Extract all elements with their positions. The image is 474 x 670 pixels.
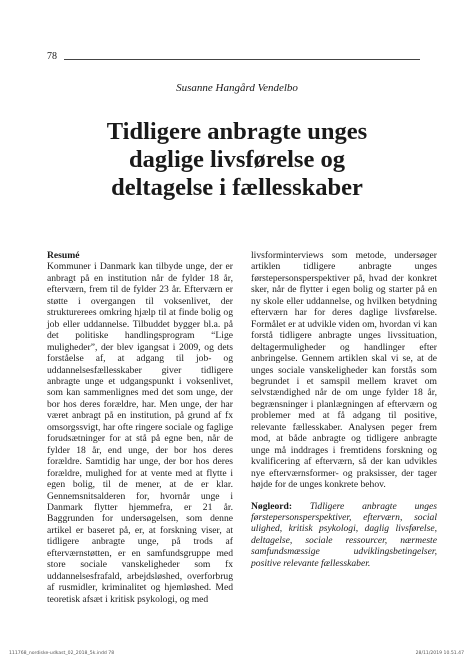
keywords [251, 501, 437, 570]
title-line: deltagelse i fællesskaber [111, 174, 363, 201]
print-slug-date: 28/11/2019 10.51.47 [415, 651, 464, 656]
abstract-left-column [47, 250, 233, 605]
abstract-right-column [251, 250, 437, 569]
abstract-text-right: livsforminterviews som metode, undersøger artiklen tidligere anbragte unges førstepersonsperspektiver på, hvad der konkret sker, når de flytter i egen bolig og starter på en ny skole eller uddannelse, og hvilken betydning efterværn har for deres daglige livsførelse. Formålet er at udvikle viden om, hvordan vi kan forstå tidligere anbragte unges livssituation, deltagermuligheder og handlinger efter anbringelse. Gennem artiklen skal vi se, at de unges sociale vanskeligheder kan forstås som begrundet i et samspil mellem kravet om selvstændighed når de om unge fylder 18 år, begrænsninger i planlægningen af efterværn og problemer med at få adgang til positive, relevante fællesskaber. Analysen peger frem mod, at både anbragte og tidligere anbragte unge må inddrages i fremtidens forskning og kvalificering af efterværn, så der kan udvikles nye efterværnsformer- og praksisser, der tager højde for de unges konkrete behov. [251, 250, 437, 491]
author-name: Susanne Hangård Vendelbo [176, 82, 298, 94]
header-rule [64, 59, 420, 60]
page-number: 78 [47, 51, 57, 62]
abstract-heading: Resumé [47, 250, 80, 261]
abstract-text-left: Kommuner i Danmark kan tilbyde unge, der er anbragt på en institution når de fylder 18 år, efterværn, frem til de fylder 23 år. Efterværn er støtte i overgangen til voksenlivet, der strukturerees omkring hjælp til at finde bolig og job eller uddannelse. Tilbuddet bygger bl.a. på det politiske handlingsprogram “Lige muligheder”, der blev igangsat i 2009, og dets forståelse af, at adgang til job- og uddannelsesfællesskaber giver tidligere anbragte unge et udgangspunkt i voksenlivet, som kan sammenlignes med det som unge, der bor hos deres forældre, har. Men unge, der har været anbragt på en institution, på grund af fx omsorgssvigt, har ofte ringere sociale og faglige forudsætninger for at stå på egne ben, når de fylder 18 år, end unge, der bor hos deres forældre. Samtidig har unge, der bor hos deres forældre, mulighed for at vente med at flytte i egen bolig, til de mener, at de er klar. Gennemsnitsalderen for, hvornår unge i Danmark flytter hjemmefra, er 21 år. Baggrunden for undersøgelsen, som denne artikel er baseret på, er, at forskning viser, at tidligere anbragte unge, på trods af efterværnstøtten, er en samfundsgruppe med store sociale vanskeligheder som fx uddannelsesfrafald, arbejdsløshed, overforbrug af rusmidler, kriminalitet og hjemløshed. Med teoretisk afsæt i kritisk psykologi, og med [47, 261, 233, 605]
article-title [40, 118, 434, 202]
title-line: daglige livsførelse og [129, 146, 345, 173]
print-slug-file: 111768_nordiske-udkast_02_2018_5k.indd 78 [9, 651, 115, 656]
title-line: Tidligere anbragte unges [106, 118, 368, 145]
keywords-label: Nøgleord: [251, 500, 293, 512]
keywords-text: Tidligere anbragte unges førstepersonsperspektiver, efterværn, social ulighed, kritisk psykologi, daglig livsførelse, deltagelse, sociale ressourcer, nærmeste samfundsmæssige udviklingsbetingelser, positive relevante fællesskaber. [251, 500, 437, 569]
